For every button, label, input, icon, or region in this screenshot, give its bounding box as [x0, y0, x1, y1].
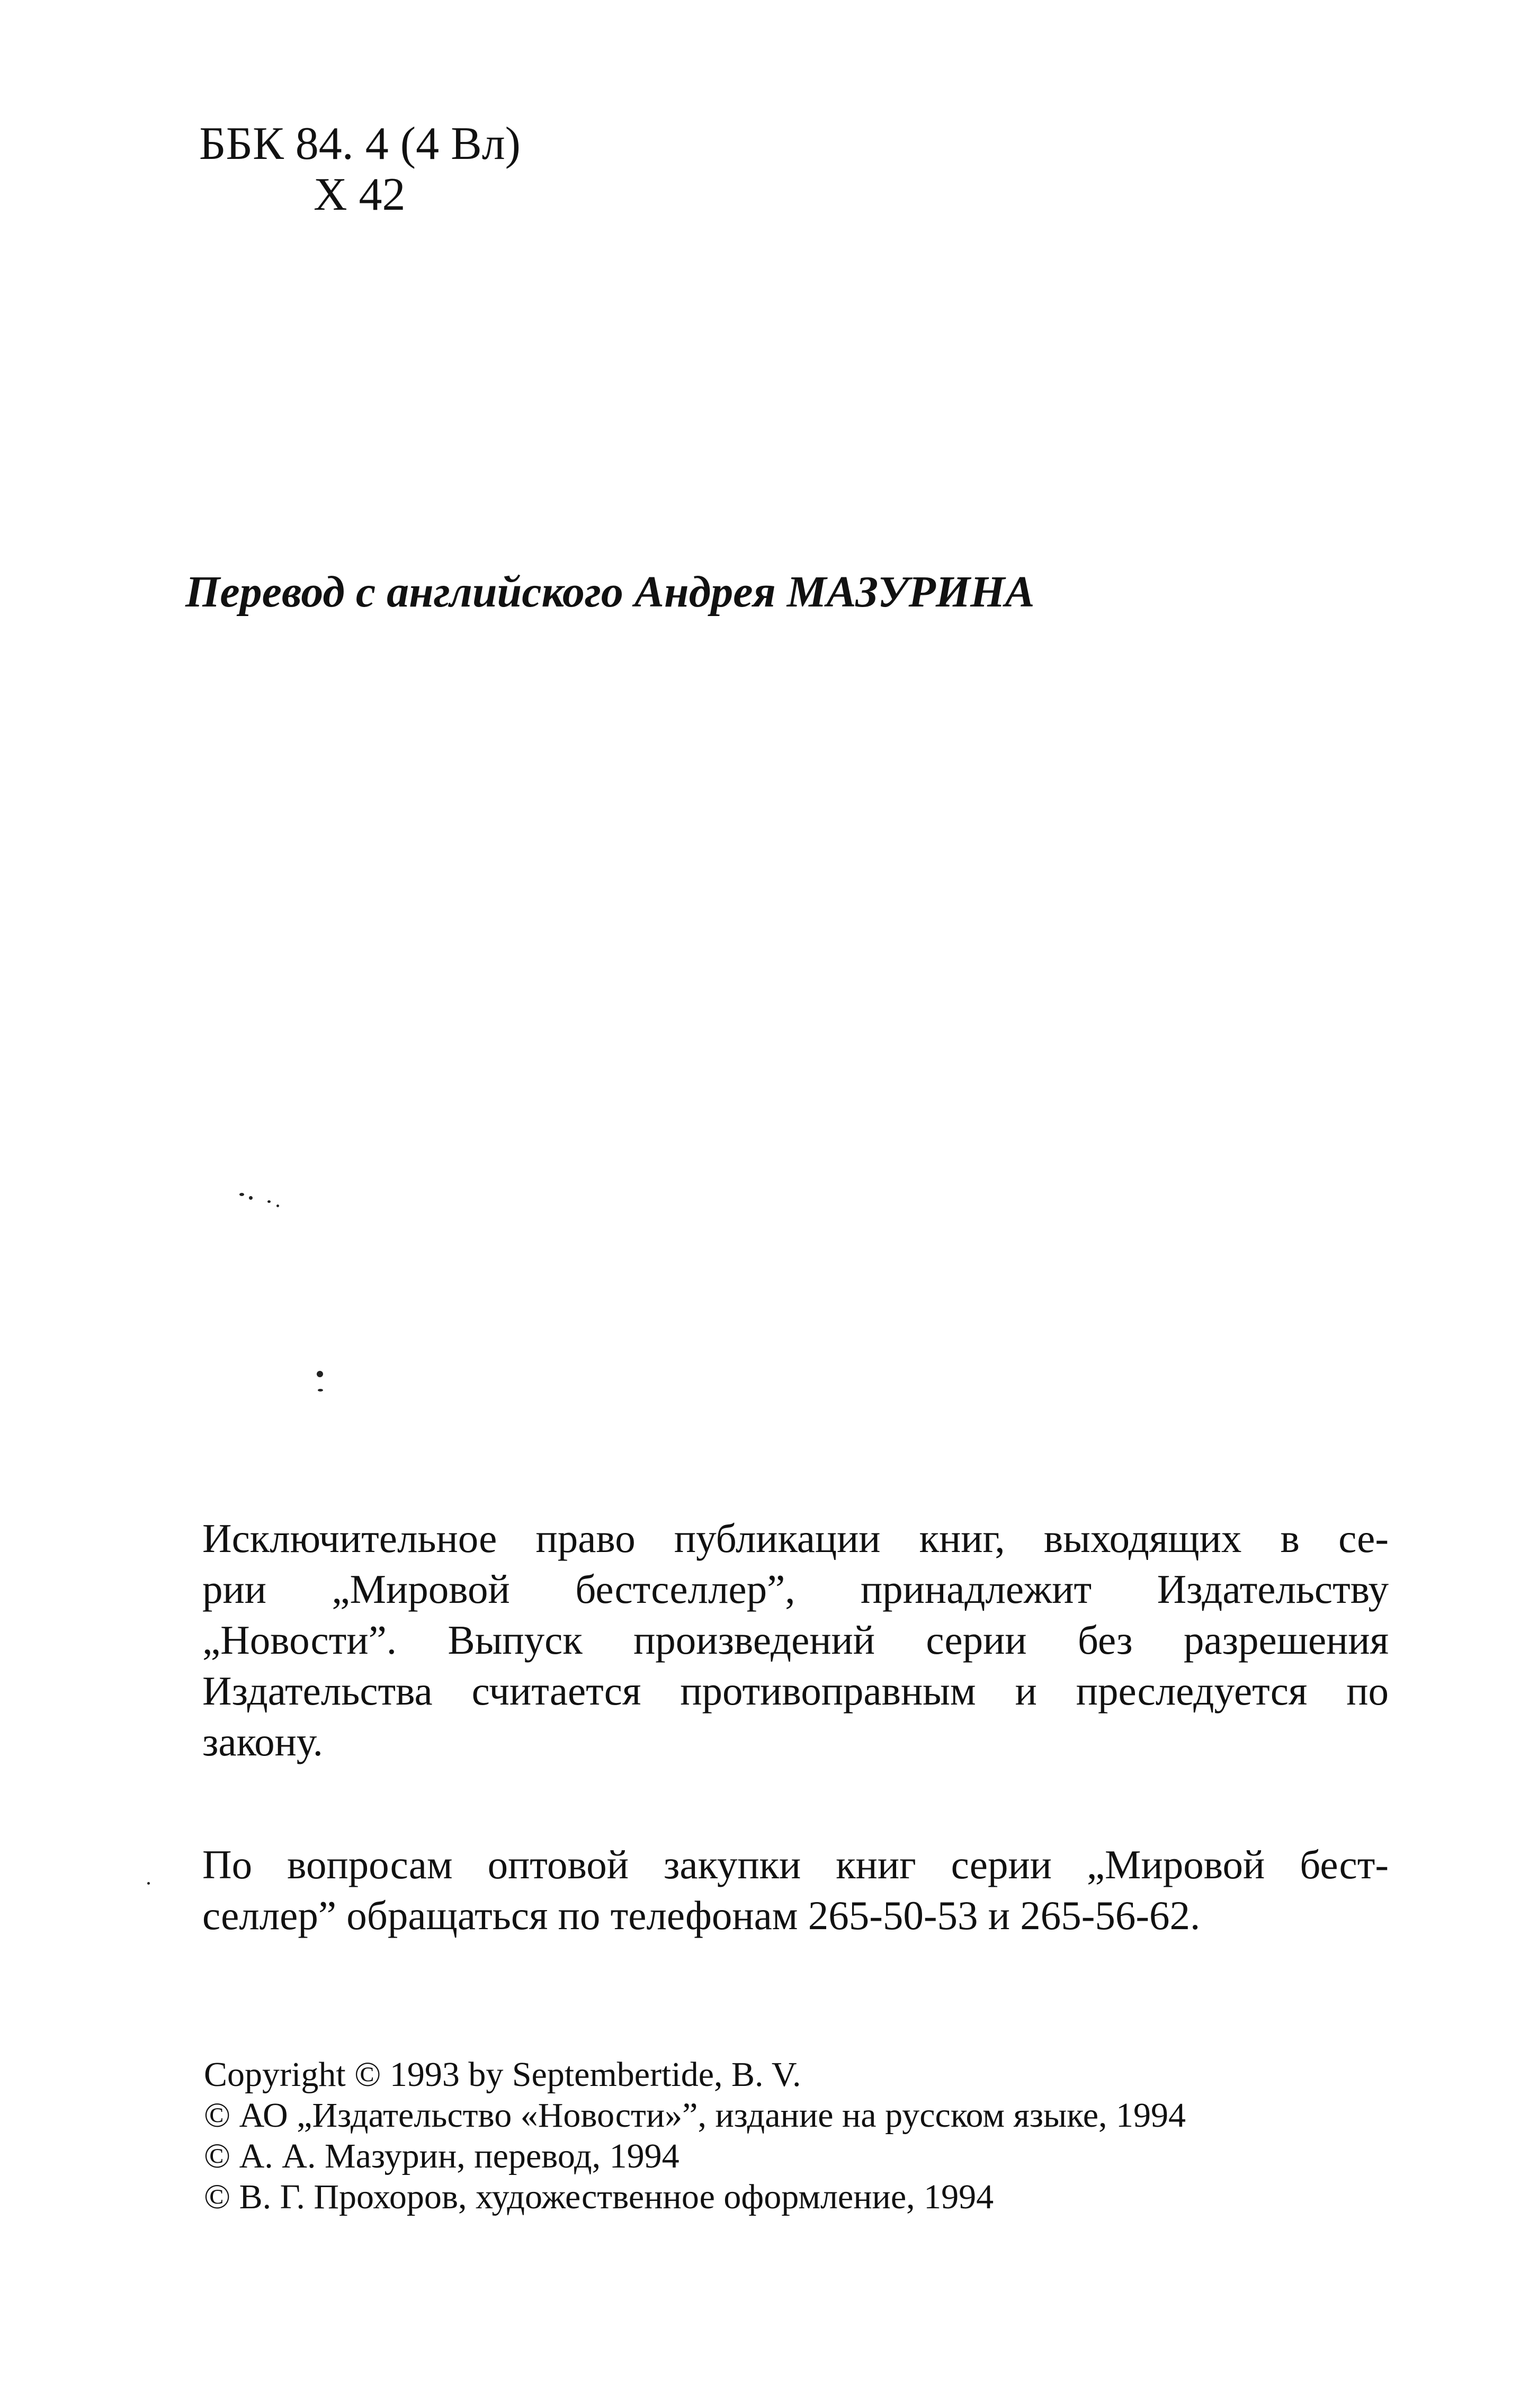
translator-credit: Перевод с английского Андрея МАЗУРИНА: [185, 567, 1035, 617]
scan-speck: [267, 1200, 271, 1203]
scan-speck: [147, 1882, 150, 1885]
scan-speck: [249, 1196, 253, 1200]
scan-speck: [239, 1193, 244, 1196]
rights-notice-line: закону.: [202, 1719, 323, 1764]
scan-speck: [318, 1389, 323, 1392]
scan-speck: [276, 1205, 279, 1207]
bbk-classification: ББК 84. 4 (4 Вл): [199, 118, 521, 170]
copyright-line: © В. Г. Прохоров, художественное оформление, 1994: [204, 2178, 994, 2216]
author-mark: Х 42: [314, 169, 406, 220]
copyright-block: [204, 2054, 1186, 2217]
scan-speck: [317, 1371, 323, 1377]
rights-notice-line: Издательства считается противоправным и преследуется по: [202, 1668, 1389, 1714]
copyright-line: © АО „Издательство «Новости»”, издание на русском языке, 1994: [204, 2096, 1186, 2135]
copyright-line: © А. А. Мазурин, перевод, 1994: [204, 2137, 679, 2175]
wholesale-notice-line: селлер” обращаться по телефонам 265-50-53 и 265-56-62.: [202, 1893, 1201, 1938]
rights-notice-line: Исключительное право публикации книг, выходящих в се-: [202, 1515, 1389, 1561]
rights-notice-line: рии „Мировой бестселлер”, принадлежит Издательству: [202, 1566, 1389, 1612]
rights-notice-line: „Новости”. Выпуск произведений серии без разрешения: [202, 1617, 1389, 1663]
wholesale-notice: [202, 1839, 1389, 1941]
rights-notice: [202, 1513, 1389, 1767]
copyright-line: Copyright © 1993 by Septembertide, B. V.: [204, 2055, 801, 2094]
wholesale-notice-line: По вопросам оптовой закупки книг серии „Мировой бест-: [202, 1842, 1389, 1887]
